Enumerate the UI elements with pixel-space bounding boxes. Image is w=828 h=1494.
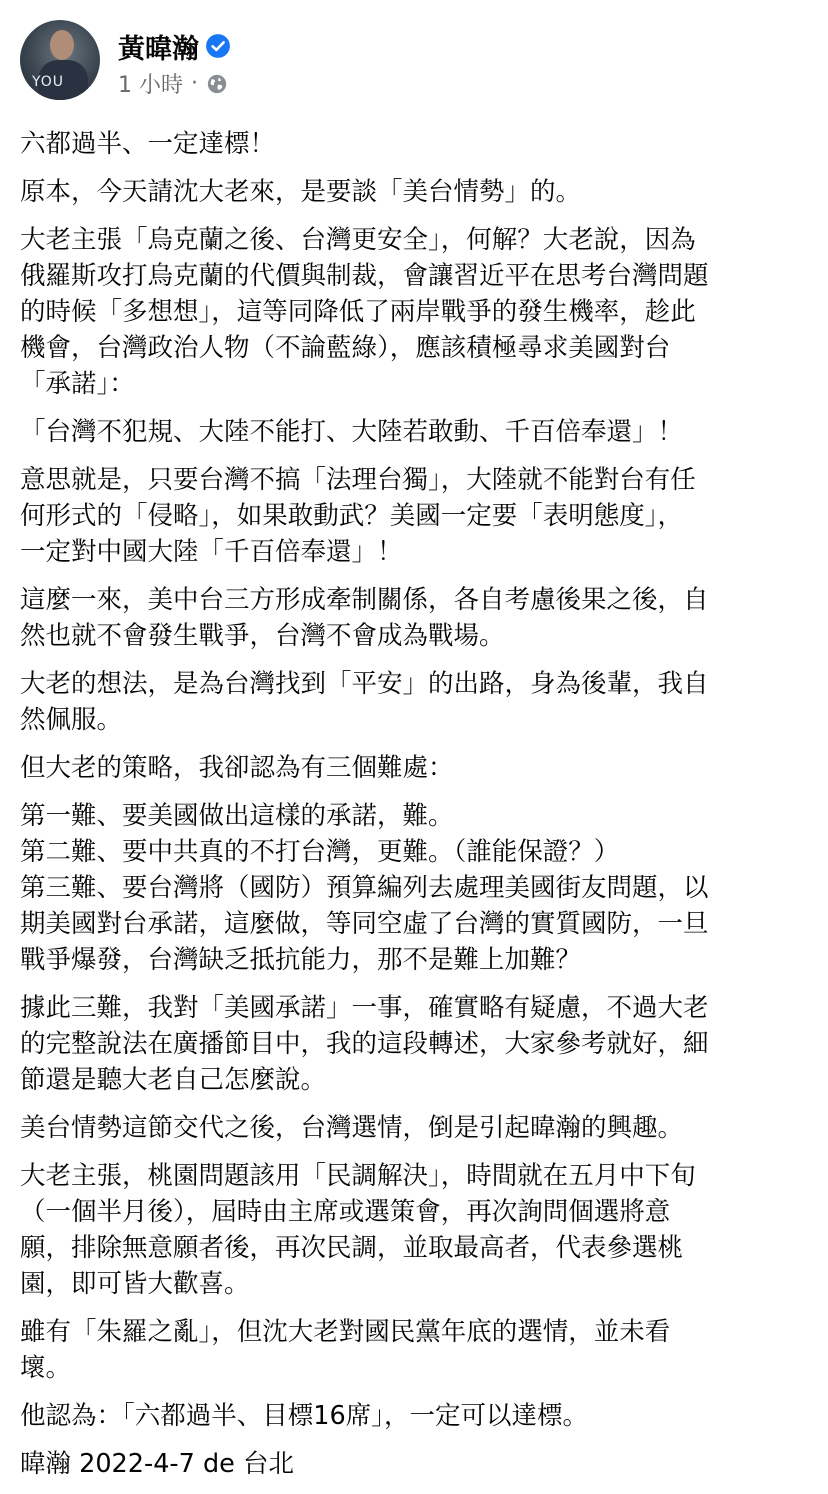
- post-paragraph: 美台情勢這節交代之後，台灣選情，倒是引起暐瀚的興趣。: [20, 1113, 684, 1143]
- post-paragraph: 第一難、要美國做出這樣的承諾，難。 第二難、要中共真的不打台灣，更難。（誰能保證？） 第三難、要台灣將（國防）預算編列去處理美國街友問題，以 期美國對台承諾，這麼做，等同空虛了台灣的實質國防，一旦 戰爭爆發，台灣缺乏抵抗能力，那不是難上加難？: [20, 801, 709, 975]
- post-paragraph: 他認為：「六都過半、目標16席」，一定可以達標。: [20, 1401, 588, 1431]
- post-body: [20, 126, 810, 1494]
- meta-separator: ·: [191, 71, 198, 96]
- post-paragraph: 雖有「朱羅之亂」，但沈大老對國民黨年底的選情，並未看 壞。: [20, 1317, 671, 1383]
- author-name[interactable]: 黃暐瀚: [118, 33, 199, 65]
- post-timestamp[interactable]: 1 小時: [118, 73, 183, 98]
- globe-icon[interactable]: [206, 73, 228, 95]
- post-paragraph: 據此三難，我對「美國承諾」一事，確實略有疑慮，不過大老 的完整說法在廣播節目中，我的這段轉述，大家參考就好，細 節還是聽大老自己怎麼說。: [20, 993, 709, 1095]
- post-paragraph: 大老主張，桃園問題該用「民調解決」，時間就在五月中下旬 （一個半月後），屆時由主席或選策會，再次詢問個選將意 願，排除無意願者後，再次民調，並取最高者，代表參選桃 園，即可皆大歡喜。: [20, 1161, 696, 1299]
- post-header: [20, 20, 808, 102]
- post-paragraph: 但大老的策略，我卻認為有三個難處：: [20, 753, 454, 783]
- post-paragraph: 「台灣不犯規、大陸不能打、大陸若敢動、千百倍奉還」！: [20, 417, 684, 447]
- author-avatar[interactable]: [20, 20, 100, 100]
- avatar-overlay-text: YOU: [32, 74, 65, 90]
- post-paragraph: 六都過半、一定達標！: [20, 129, 276, 159]
- post-paragraph: 這麼一來，美中台三方形成牽制關係，各自考慮後果之後，自 然也就不會發生戰爭，台灣不會成為戰場。: [20, 585, 709, 651]
- post-meta: [118, 68, 228, 99]
- post-paragraph: 大老的想法，是為台灣找到「平安」的出路，身為後輩，我自 然佩服。: [20, 669, 709, 735]
- post-paragraph: 原本，今天請沈大老來，是要談「美台情勢」的。: [20, 177, 582, 207]
- author-row: [118, 28, 231, 64]
- avatar-face: [50, 30, 74, 60]
- post-paragraph: 大老主張「烏克蘭之後、台灣更安全」，何解？大老說，因為 俄羅斯攻打烏克蘭的代價與制裁，會讓習近平在思考台灣問題 的時候「多想想」，這等同降低了兩岸戰爭的發生機率，趁此 機會，台灣政治人物（不論藍綠），應該積極尋求美國對台 「承諾」：: [20, 225, 709, 399]
- verified-badge-icon: [205, 33, 231, 59]
- post-signature: 暐瀚 2022-4-7 de 台北: [20, 1449, 294, 1479]
- post-paragraph: 意思就是，只要台灣不搞「法理台獨」，大陸就不能對台有任 何形式的「侵略」，如果敢動武？美國一定要「表明態度」， 一定對中國大陸「千百倍奉還」！: [20, 465, 696, 567]
